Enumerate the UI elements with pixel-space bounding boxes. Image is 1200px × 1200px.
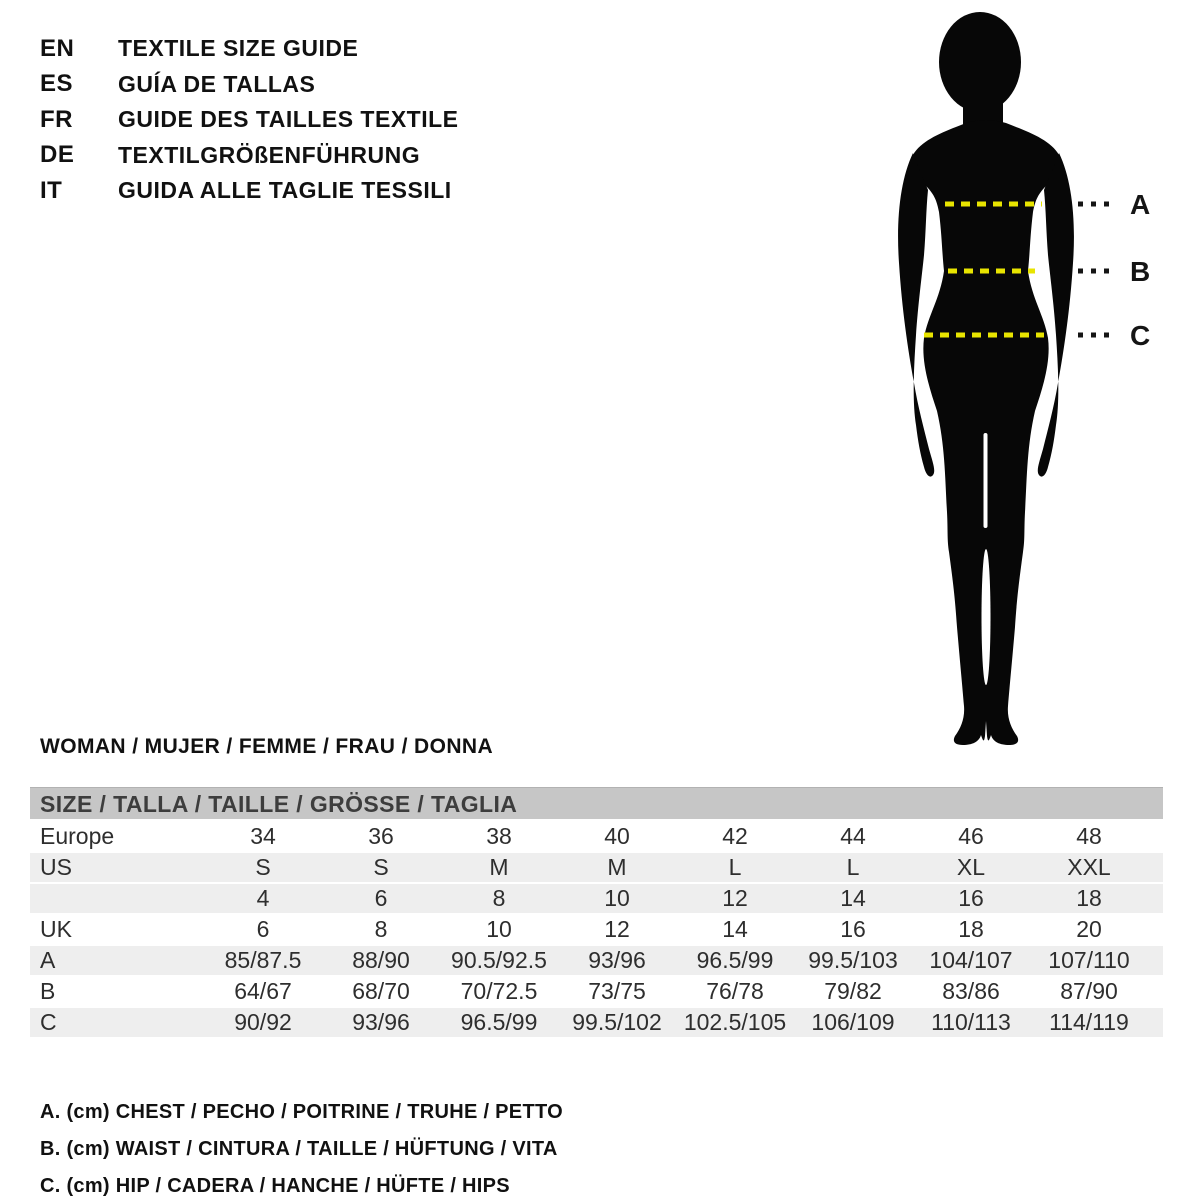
row-label: A (40, 947, 56, 973)
table-cell: 70/72.5 (460, 978, 538, 1004)
measurement-legend (40, 1094, 563, 1200)
table-cell: 90.5/92.5 (451, 947, 547, 973)
table-cell: 79/82 (824, 978, 882, 1004)
table-cell: 12 (722, 885, 748, 911)
table-cell: 8 (374, 916, 388, 942)
table-cell: 96.5/99 (696, 947, 774, 973)
table-cell: 110/113 (931, 1009, 1011, 1035)
table-cell: 10 (604, 885, 630, 911)
row-label: C (40, 1009, 57, 1035)
size-table-rows (30, 822, 1163, 1037)
table-cell: 12 (604, 916, 630, 942)
language-list (40, 31, 459, 209)
table-cell: 38 (486, 823, 512, 849)
table-cell: 34 (250, 823, 276, 849)
table-cell: 114/119 (1049, 1009, 1129, 1035)
language-row (40, 173, 459, 209)
table-cell: S (373, 854, 389, 880)
table-cell: 40 (604, 823, 630, 849)
table-cell: 8 (492, 885, 506, 911)
language-title: GUIDA ALLE TAGLIE TESSILI (118, 177, 452, 204)
table-cell: XL (956, 854, 986, 880)
table-cell: 76/78 (706, 978, 764, 1004)
table-cell: 36 (368, 823, 394, 849)
table-cell: 14 (722, 916, 748, 942)
table-cell: 46 (958, 823, 984, 849)
table-cell: 83/86 (942, 978, 1000, 1004)
size-table-header: SIZE / TALLA / TAILLE / GRÖSSE / TAGLIA (30, 787, 1163, 819)
table-row (30, 853, 1163, 882)
table-row (30, 884, 1163, 913)
table-cell: 48 (1076, 823, 1102, 849)
table-row (30, 946, 1163, 975)
language-title: TEXTILGRÖßENFÜHRUNG (118, 141, 421, 168)
table-cell: 18 (1076, 885, 1102, 911)
table-cell: M (607, 854, 627, 880)
table-cell: 6 (256, 916, 270, 942)
table-cell: S (255, 854, 271, 880)
table-row (30, 977, 1163, 1006)
table-cell: 4 (256, 885, 270, 911)
measurement-figure (850, 5, 1180, 750)
language-title: TEXTILE SIZE GUIDE (118, 35, 359, 62)
table-cell: XXL (1067, 854, 1111, 880)
table-cell: 18 (958, 916, 984, 942)
table-cell: 16 (840, 916, 866, 942)
legend-line: A. (cm) CHEST / PECHO / POITRINE / TRUHE / PETTO (40, 1101, 563, 1123)
table-cell: L (728, 854, 742, 880)
row-label: US (40, 854, 72, 880)
gender-heading: WOMAN / MUJER / FEMME / FRAU / DONNA (40, 735, 494, 758)
table-row (30, 822, 1163, 851)
woman-silhouette-svg (850, 5, 1180, 750)
row-label (30, 884, 204, 913)
row-label: UK (40, 916, 72, 942)
table-row (30, 1008, 1163, 1037)
row-label: Europe (40, 823, 115, 849)
table-cell: M (489, 854, 509, 880)
size-table (30, 787, 1163, 1039)
language-row (40, 31, 459, 67)
table-cell: L (846, 854, 860, 880)
language-row (40, 67, 459, 103)
table-cell: 90/92 (234, 1009, 292, 1035)
table-cell: 93/96 (588, 947, 646, 973)
table-cell: 16 (958, 885, 984, 911)
table-cell: 87/90 (1060, 978, 1118, 1004)
table-cell: 85/87.5 (224, 947, 302, 973)
language-code: EN (40, 34, 75, 62)
table-cell: 99.5/102 (572, 1009, 662, 1035)
table-cell: 6 (374, 885, 388, 911)
language-row (40, 102, 459, 138)
table-cell: 20 (1076, 916, 1102, 942)
table-cell: 14 (840, 885, 866, 911)
table-cell: 107/110 (1048, 947, 1130, 973)
language-code: DE (40, 141, 75, 169)
language-code: FR (40, 105, 73, 133)
figure-label-c: C (1130, 320, 1151, 351)
leg-gap-lower (982, 549, 991, 685)
table-cell: 88/90 (352, 947, 410, 973)
language-code: IT (40, 176, 63, 204)
legend-line: C. (cm) HIP / CADERA / HANCHE / HÜFTE / HIPS (40, 1175, 510, 1197)
figure-label-a: A (1130, 189, 1151, 220)
language-title: GUIDE DES TAILLES TEXTILE (118, 106, 459, 133)
table-cell: 44 (840, 823, 866, 849)
table-cell: 99.5/103 (808, 947, 898, 973)
table-cell: 104/107 (929, 947, 1013, 973)
table-cell: 68/70 (352, 978, 410, 1004)
table-cell: 102.5/105 (683, 1009, 787, 1035)
table-cell: 96.5/99 (460, 1009, 538, 1035)
silhouette-right-arm (1038, 153, 1074, 477)
table-cell: 10 (486, 916, 512, 942)
table-cell: 42 (722, 823, 748, 849)
row-label: B (40, 978, 56, 1004)
legend-line: B. (cm) WAIST / CINTURA / TAILLE / HÜFTUNG / VITA (40, 1138, 558, 1160)
figure-label-b: B (1130, 256, 1151, 287)
table-cell: 93/96 (352, 1009, 410, 1035)
language-code: ES (40, 70, 74, 98)
language-title: GUÍA DE TALLAS (118, 70, 316, 97)
table-row (30, 915, 1163, 944)
table-cell: 106/109 (811, 1009, 895, 1035)
table-cell: 64/67 (234, 978, 292, 1004)
leg-gap-upper (984, 433, 988, 528)
table-cell: 73/75 (588, 978, 646, 1004)
language-row (40, 138, 459, 174)
silhouette-left-arm (898, 153, 934, 477)
